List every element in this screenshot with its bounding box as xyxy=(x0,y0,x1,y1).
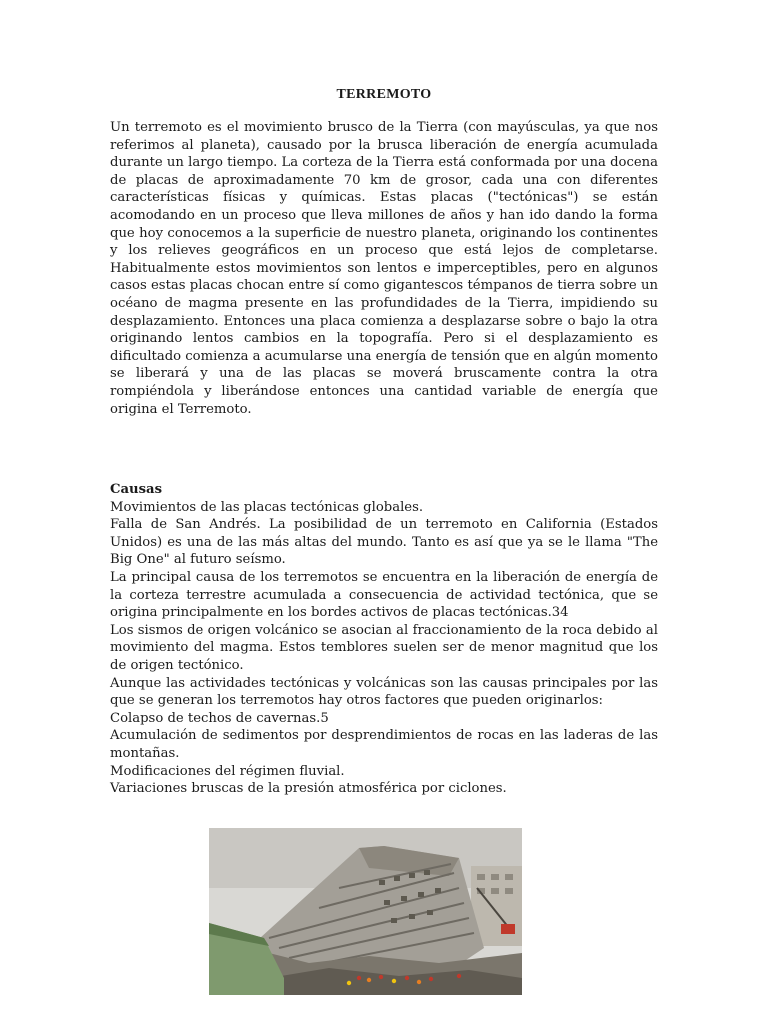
causa-item: Variaciones bruscas de la presión atmosférica por ciclones. xyxy=(110,781,507,797)
causa-item: Falla de San Andrés. La posibilidad de un terremoto en California (Estados Unidos) es una de las más altas del mundo. Tanto es así que ya se le llama "The Big One" al futuro seísmo. xyxy=(110,517,658,568)
causa-item: Los sismos de origen volcánico se asocian al fraccionamiento de la roca debido al movimiento del magma. Estos temblores suelen ser de menor magnitud que los de origen tectónico. xyxy=(110,622,658,673)
causa-item: Aunque las actividades tectónicas y volcánicas son las causas principales por las que se generan los terremotos hay otros factores que pueden originarlos: xyxy=(110,675,658,709)
causas-section xyxy=(110,481,658,798)
causa-item: Modificaciones del régimen fluvial. xyxy=(110,763,345,779)
causa-item: La principal causa de los terremotos se encuentra en la liberación de energía de la corteza terrestre acumulada a consecuencia de actividad tectónica, que se origina principalmente en los bordes activos de placas tectónicas.34 xyxy=(110,569,658,621)
collapsed-building-photo xyxy=(209,828,522,995)
causas-heading: Causas xyxy=(110,482,163,497)
causa-item: Acumulación de sedimentos por desprendimientos de rocas en las laderas de las montañas. xyxy=(110,728,658,761)
causa-item: Movimientos de las placas tectónicas globales. xyxy=(110,499,424,515)
intro-paragraph: Un terremoto es el movimiento brusco de la Tierra (con mayúsculas, ya que nos referimos al planeta), causado por la brusca liberación de energía acumulada durante un largo tiempo. La corteza de la Tierra está conformada por una docena de placas de aproximadamente 70 km de grosor, cada una con diferentes características físicas y químicas. Estas placas ("tectónicas") se están acomodando en un proceso que lleva millones de años y han ido dando la forma que hoy conocemos a la superficie de nuestro planeta, originando los continentes y los relieves geográficos en un proceso que está lejos de completarse. Habitualmente estos movimientos son lentos e imperceptibles, pero en algunos casos estas placas chocan entre sí como gigantescos témpanos de tierra sobre un océano de magma presente en las profundidades de la Tierra, impidiendo su desplazamiento. Entonces una placa comienza a desplazarse sobre o bajo la otra originando lentos cambios en la topografía. Pero si el desplazamiento es dificultado comienza a acumularse una energía de tensión que en algún momento se liberará y una de las placas se moverá bruscamente contra la otra rompiéndola y liberándose entonces una cantidad variable de energía que origina el Terremoto. xyxy=(110,120,658,417)
page-title: TERREMOTO xyxy=(336,87,432,102)
causa-item: Colapso de techos de cavernas.5 xyxy=(110,710,329,726)
